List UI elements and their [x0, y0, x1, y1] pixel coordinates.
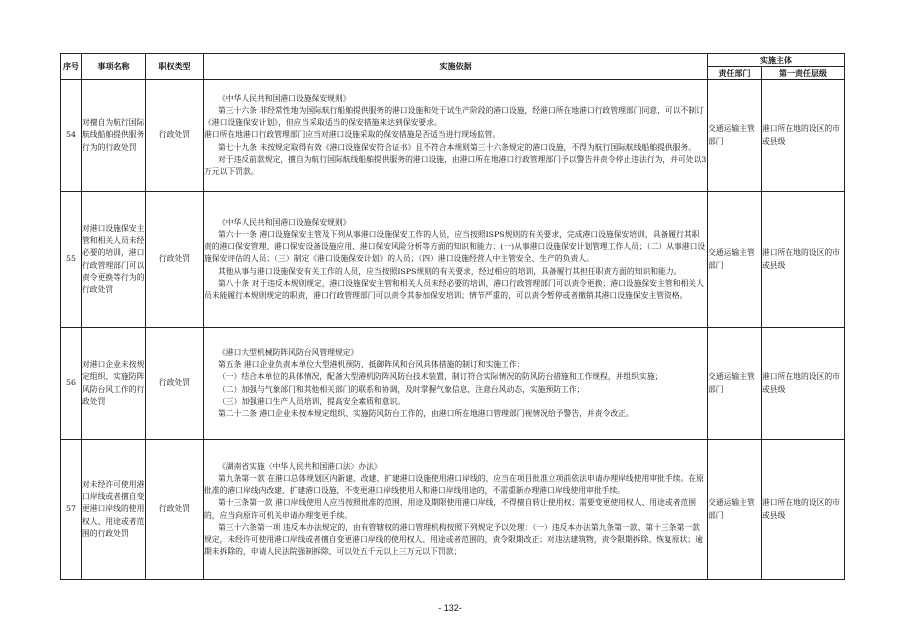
row-seq: 55 [61, 192, 82, 328]
row-seq: 56 [61, 328, 82, 440]
row-responsible-dept: 交通运输主管部门 [708, 328, 762, 440]
page-number: - 132- [438, 603, 462, 613]
basis-article: （一）结合本单位的具体情况，配备大型港机防阵风防台技术装置，制订符合实际情况的防风防台措施和工作规程，并组织实施； [218, 372, 663, 382]
header-type: 职权类型 [146, 54, 204, 80]
row-responsibility-level: 港口所在地的设区的市或县级 [762, 192, 845, 328]
basis-article: 第七十九条 未按规定取得有效《港口设施保安符合证书》且不符合本规则第三十六条规定的港口设施，不得为航行国际航线船舶提供服务。 [218, 142, 697, 152]
enforcement-table [60, 53, 845, 580]
row-item-name: 对港口设施保安主管和相关人员未经必要的培训，港口行政管理部门可以责令更换等行为的行政处罚 [82, 192, 146, 328]
basis-regulation-title: 《港口大型机械防阵风防台风管理规定》 [218, 347, 359, 357]
basis-article: （三）加强港口生产人员培训，提高安全素质和意识。 [218, 396, 406, 406]
basis-regulation-title: 《中华人民共和国港口设施保安规则》 [218, 93, 351, 103]
table-row [61, 328, 845, 440]
row-seq: 54 [61, 80, 82, 192]
basis-article: 港口所在地港口行政管理部门应当对港口设施采取的保安措施是否适当进行现场监管。 [204, 130, 501, 140]
row-responsibility-level: 港口所在地的设区的市或县级 [762, 328, 845, 440]
header-seq: 序号 [61, 54, 82, 80]
row-responsibility-level: 港口所在地的设区的市或县级 [762, 440, 845, 580]
header-dept: 责任部门 [708, 67, 762, 80]
header-basis: 实施依据 [204, 54, 708, 80]
row-responsible-dept: 交通运输主管部门 [708, 80, 762, 192]
row-basis [204, 192, 708, 328]
basis-article: 第八十条 对于违反本规则规定，港口设施保安主管和相关人员未经必要的培训，港口行政管理部门可以责令更换；港口设施保安主管和相关人员未能履行本规则规定的职责，港口行政管理部门可以责令其参加保安培训；情节严重的，可以责令暂停或者撤销其港口设施保安主管资格。 [204, 278, 704, 300]
basis-article: 第三十六条 非经常性地为国际航行船舶提供服务的港口设施和处于试生产阶段的港口设施，经港口所在地港口行政管理部门同意，可以不制订《港口设施保安计划》，但应当采取适当的保安措施来达到保安要求。 [204, 105, 704, 128]
basis-article: 第九条第一款 在港口总体规划区内新建、改建、扩建港口设施使用港口岸线的，应当在项目批准立项前依法申请办理岸线使用审批手续。在原批准的港口岸线内改建、扩建港口设施，不变更港口岸线使用人和港口岸线用途的，不需重新办理港口岸线使用审批手续。 [204, 473, 704, 496]
table-row [61, 80, 845, 192]
row-item-name: 对未经许可使用港口岸线或者擅自变更港口岸线的使用权人、用途或者范围的行政处罚 [82, 440, 146, 580]
row-item-name: 对擅自为航行国际航线船舶提供服务行为的行政处罚 [82, 80, 146, 192]
basis-article: 第五条 港口企业负责本单位大型港机预防、抵御阵风和台风具体措施的制订和实施工作： [218, 360, 525, 370]
row-power-type: 行政处罚 [146, 192, 204, 328]
row-basis [204, 80, 708, 192]
row-responsible-dept: 交通运输主管部门 [708, 192, 762, 328]
header-name: 事项名称 [82, 54, 146, 80]
row-power-type: 行政处罚 [146, 328, 204, 440]
basis-article: 第十三条第一款 港口岸线使用人应当按照批准的范围、用途及期限使用港口岸线，不得擅自转让使用权；需要变更使用权人、用途或者范围的，应当向原许可机关申请办理变更手续。 [204, 498, 697, 520]
basis-article: 第六十一条 港口设施保安主管及下列从事港口设施保安工作的人员，应当按照ISPS规则的有关要求，完成港口设施保安培训，具备履行其职责的港口保安管理、港口保安设备设施应用、港口保安风险分析等方面的知识和能力：(一)从事港口设施保安计划管理工作人员；（二）从事港口设施保安评估的人员；（三）制定《港口设施保安计划》的人员；（四）港口设施经营人中主管安全、生产的负责人。 [204, 229, 706, 264]
row-basis [204, 440, 708, 580]
row-basis [204, 328, 708, 440]
row-responsible-dept: 交通运输主管部门 [708, 440, 762, 580]
header-subject: 实施主体 [708, 54, 845, 67]
basis-article: 第二十二条 港口企业未按本规定组织、实施防风防台工作的，由港口所在地港口管理部门视情况给予警告，并责令改正。 [218, 408, 634, 418]
header-level: 第一责任层级 [762, 67, 845, 80]
table-row [61, 440, 845, 580]
row-seq: 57 [61, 440, 82, 580]
basis-article: 对于违反前款规定，擅自为航行国际航线船舶提供服务的港口设施，由港口所在地港口行政管理部门予以警告并责令停止违法行为，并可处以3万元以下罚款。 [204, 154, 707, 176]
basis-regulation-title: 《中华人民共和国港口设施保安规则》 [218, 217, 351, 227]
basis-article: 第三十六条第一项 违反本办法规定的，由有管辖权的港口管理机构按照下列规定予以处理：（一）违反本办法第九条第一款、第十三条第一款规定，未经许可使用港口岸线或者擅自变更港口岸线的使用权人、用途或者范围的，责令限期改正；对违法建筑物，责令限期拆除、恢复原状；逾期未拆除的，申请人民法院强制拆除，可以处五千元以上三万元以下罚款； [204, 522, 703, 557]
row-responsibility-level: 港口所在地的设区的市或县级 [762, 80, 845, 192]
basis-article: 其他从事与港口设施保安有关工作的人员，应当按照ISPS规则的有关要求，经过相应的培训，具备履行其担任职责方面的知识和能力。 [218, 266, 682, 276]
row-power-type: 行政处罚 [146, 80, 204, 192]
row-power-type: 行政处罚 [146, 440, 204, 580]
basis-regulation-title: 《湖南省实施〈中华人民共和国港口法〉办法》 [218, 461, 382, 471]
row-item-name: 对港口企业未按规定组织、实施防阵风防台风工作的行政处罚 [82, 328, 146, 440]
basis-article: （二）加强与气象部门和其他相关部门的联系和协调，及时掌握气象信息，注意台风动态，实施预防工作； [218, 384, 585, 394]
table-row [61, 192, 845, 328]
